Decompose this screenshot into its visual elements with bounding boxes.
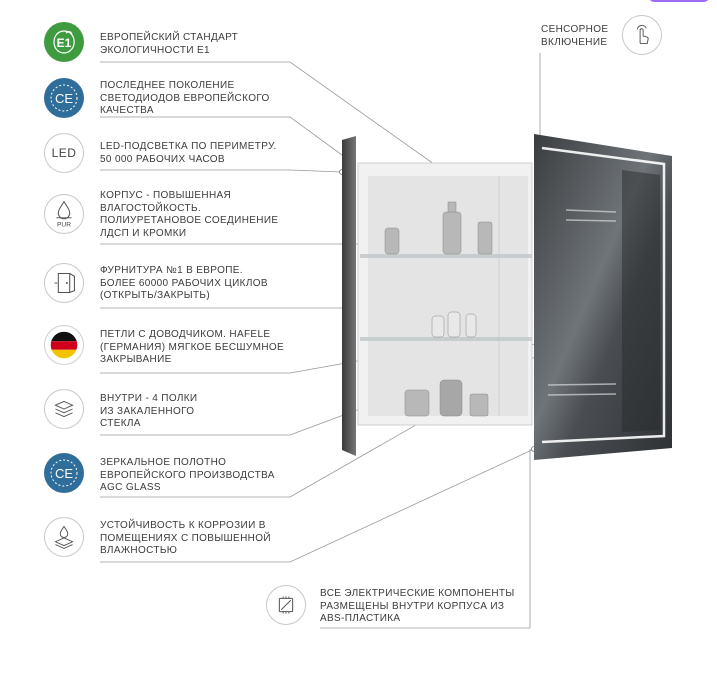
feature-text: ФУРНИТУРА №1 В ЕВРОПЕ. БОЛЕЕ 60000 РАБОЧИХ ЦИКЛОВ (ОТКРЫТЬ/ЗАКРЫТЬ) xyxy=(100,265,268,301)
ce-mark-icon xyxy=(44,453,84,493)
left-mirror-door xyxy=(342,136,356,456)
svg-text:E1: E1 xyxy=(56,36,72,50)
glass-shelf xyxy=(360,254,532,258)
glass-shelf xyxy=(360,337,532,341)
water-drop-pur-icon xyxy=(44,194,84,234)
svg-text:CE: CE xyxy=(54,91,74,106)
touch-hand-icon xyxy=(622,15,662,55)
water-resistance-icon xyxy=(44,517,84,557)
feature-text: ВНУТРИ - 4 ПОЛКИ ИЗ ЗАКАЛЕННОГО СТЕКЛА xyxy=(100,393,198,429)
feature-text: ЗЕРКАЛЬНОЕ ПОЛОТНО ЕВРОПЕЙСКОГО ПРОИЗВОДСТВА AGC GLASS xyxy=(100,457,275,493)
germany-flag-icon xyxy=(44,325,84,365)
svg-text:PUR: PUR xyxy=(56,221,72,229)
led-icon: LED xyxy=(44,133,84,173)
svg-text:CE: CE xyxy=(54,466,74,481)
door-hinge-icon xyxy=(44,263,84,303)
feature-text: КОРПУС - ПОВЫШЕННАЯ ВЛАГОСТОЙКОСТЬ. ПОЛИУРЕТАНОВОЕ СОЕДИНЕНИЕ ЛДСП И КРОМКИ xyxy=(100,190,279,239)
feature-text: ЕВРОПЕЙСКИЙ СТАНДАРТ ЭКОЛОГИЧНОСТИ E1 xyxy=(100,32,239,56)
chip-icon xyxy=(266,585,306,625)
feature-text: LED-ПОДСВЕТКА ПО ПЕРИМЕТРУ. 50 000 РАБОЧИХ ЧАСОВ xyxy=(100,141,277,165)
feature-text: ПОСЛЕДНЕЕ ПОКОЛЕНИЕ СВЕТОДИОДОВ ЕВРОПЕЙСКОГО КАЧЕСТВА xyxy=(100,80,270,116)
electrics-text: ВСЕ ЭЛЕКТРИЧЕСКИЕ КОМПОНЕНТЫ РАЗМЕЩЕНЫ ВНУТРИ КОРПУСА ИЗ ABS-ПЛАСТИКА xyxy=(320,588,515,624)
feature-text: УСТОЙЧИВОСТЬ К КОРРОЗИИ В ПОМЕЩЕНИЯХ С ПОВЫШЕННОЙ ВЛАЖНОСТЬЮ xyxy=(100,520,271,556)
feature-text: ПЕТЛИ С ДОВОДЧИКОМ. HAFELE (ГЕРМАНИЯ) МЯГКОЕ БЕСШУМНОЕ ЗАКРЫВАНИЕ xyxy=(100,329,285,365)
sensor-label: СЕНСОРНОЕ ВКЛЮЧЕНИЕ xyxy=(541,24,609,48)
e1-eco-icon xyxy=(44,22,84,62)
ce-mark-icon xyxy=(44,78,84,118)
layers-icon xyxy=(44,389,84,429)
